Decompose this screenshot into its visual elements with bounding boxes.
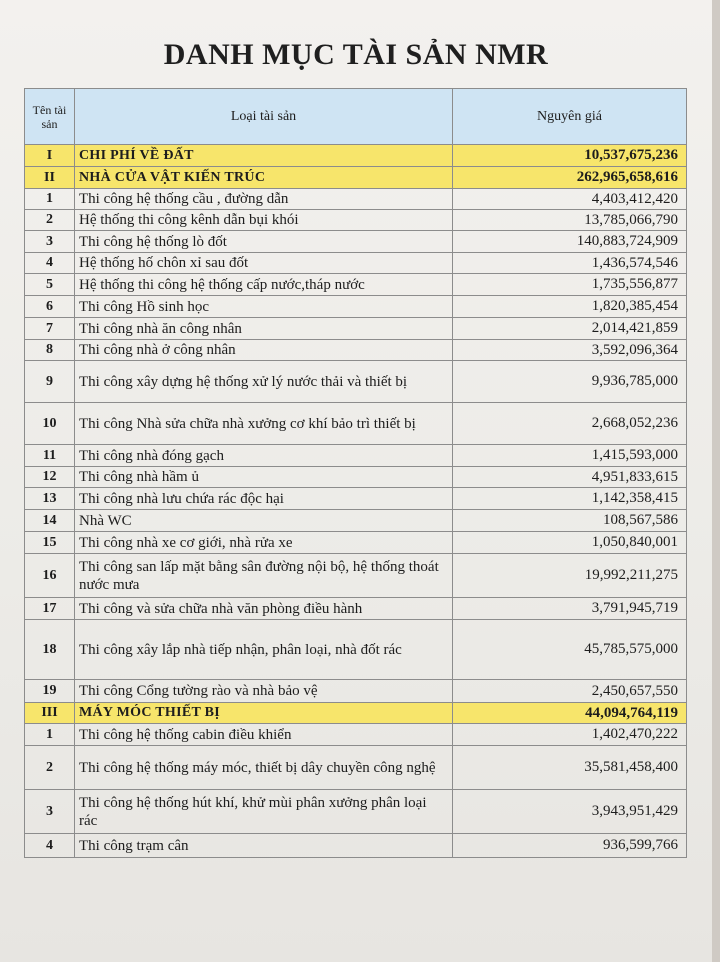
asset-name: Thi công san lấp mặt bằng sân đường nội bộ, hệ thống thoát nước mưa <box>75 554 453 598</box>
asset-value: 2,014,421,859 <box>453 318 687 340</box>
asset-name: Thi công nhà lưu chứa rác độc hại <box>75 488 453 510</box>
asset-value: 4,951,833,615 <box>453 467 687 488</box>
asset-name: MÁY MÓC THIẾT BỊ <box>75 703 453 724</box>
table-row <box>25 296 687 318</box>
asset-value: 19,992,211,275 <box>453 554 687 598</box>
asset-value: 1,415,593,000 <box>453 445 687 467</box>
section-row <box>25 167 687 189</box>
row-number: 15 <box>25 532 75 554</box>
asset-value: 13,785,066,790 <box>453 210 687 231</box>
asset-value: 35,581,458,400 <box>453 746 687 790</box>
section-row <box>25 703 687 724</box>
asset-value: 3,791,945,719 <box>453 598 687 620</box>
row-number: 3 <box>25 231 75 253</box>
row-number: 16 <box>25 554 75 598</box>
row-number: 7 <box>25 318 75 340</box>
row-number: 18 <box>25 620 75 680</box>
header-asset-number: Tên tài sản <box>25 89 75 145</box>
asset-name: Hệ thống hố chôn xỉ sau đốt <box>75 253 453 274</box>
row-number: 4 <box>25 834 75 858</box>
row-number: 4 <box>25 253 75 274</box>
table-row <box>25 724 687 746</box>
asset-name: Thi công hệ thống hút khí, khử mùi phân xưởng phân loại rác <box>75 790 453 834</box>
asset-name: Thi công nhà hầm ủ <box>75 467 453 488</box>
table-row <box>25 274 687 296</box>
asset-value: 262,965,658,616 <box>453 167 687 189</box>
section-row <box>25 145 687 167</box>
row-number: 2 <box>25 210 75 231</box>
row-number: 1 <box>25 724 75 746</box>
table-row <box>25 488 687 510</box>
page-edge <box>712 0 720 962</box>
table-row <box>25 403 687 445</box>
row-number: III <box>25 703 75 724</box>
table-body <box>25 145 687 858</box>
asset-value: 108,567,586 <box>453 510 687 532</box>
row-number: 13 <box>25 488 75 510</box>
asset-value: 44,094,764,119 <box>453 703 687 724</box>
asset-name: Thi công xây dựng hệ thống xử lý nước thải và thiết bị <box>75 361 453 403</box>
asset-name: Thi công nhà ở công nhân <box>75 340 453 361</box>
asset-value: 1,050,840,001 <box>453 532 687 554</box>
header-asset-type: Loại tài sản <box>75 89 453 145</box>
asset-name: Thi công hệ thống cầu , đường dẫn <box>75 189 453 210</box>
table-row <box>25 532 687 554</box>
row-number: 5 <box>25 274 75 296</box>
asset-name: Thi công hệ thống cabin điều khiển <box>75 724 453 746</box>
asset-value: 2,450,657,550 <box>453 680 687 703</box>
row-number: I <box>25 145 75 167</box>
page-title: DANH MỤC TÀI SẢN NMR <box>163 38 549 71</box>
asset-value: 1,436,574,546 <box>453 253 687 274</box>
table-row <box>25 189 687 210</box>
table-row <box>25 834 687 858</box>
asset-name: Thi công hệ thống máy móc, thiết bị dây chuyền công nghệ <box>75 746 453 790</box>
table-row <box>25 340 687 361</box>
asset-name: Thi công Hồ sinh học <box>75 296 453 318</box>
row-number: 14 <box>25 510 75 532</box>
table-row <box>25 253 687 274</box>
asset-name: Thi công nhà xe cơ giới, nhà rửa xe <box>75 532 453 554</box>
asset-name: Hệ thống thi công kênh dẫn bụi khói <box>75 210 453 231</box>
asset-value: 3,943,951,429 <box>453 790 687 834</box>
asset-value: 1,735,556,877 <box>453 274 687 296</box>
table-row <box>25 790 687 834</box>
row-number: 17 <box>25 598 75 620</box>
asset-name: Thi công nhà đóng gạch <box>75 445 453 467</box>
table-header-row <box>25 89 687 145</box>
asset-name: Hệ thống thi công hệ thống cấp nước,tháp nước <box>75 274 453 296</box>
asset-value: 45,785,575,000 <box>453 620 687 680</box>
row-number: 12 <box>25 467 75 488</box>
asset-name: Thi công trạm cân <box>75 834 453 858</box>
table-row <box>25 318 687 340</box>
asset-name: Nhà WC <box>75 510 453 532</box>
row-number: 10 <box>25 403 75 445</box>
table-row <box>25 231 687 253</box>
asset-value: 140,883,724,909 <box>453 231 687 253</box>
row-number: 3 <box>25 790 75 834</box>
asset-value: 936,599,766 <box>453 834 687 858</box>
table-row <box>25 620 687 680</box>
asset-value: 1,820,385,454 <box>453 296 687 318</box>
asset-value: 1,142,358,415 <box>453 488 687 510</box>
table-row <box>25 445 687 467</box>
header-original-cost: Nguyên giá <box>453 89 687 145</box>
asset-value: 9,936,785,000 <box>453 361 687 403</box>
asset-value: 3,592,096,364 <box>453 340 687 361</box>
row-number: 2 <box>25 746 75 790</box>
table-row <box>25 598 687 620</box>
asset-name: Thi công nhà ăn công nhân <box>75 318 453 340</box>
row-number: 8 <box>25 340 75 361</box>
asset-value: 4,403,412,420 <box>453 189 687 210</box>
table-row <box>25 554 687 598</box>
asset-value: 10,537,675,236 <box>453 145 687 167</box>
asset-name: Thi công Cổng tường rào và nhà bảo vệ <box>75 680 453 703</box>
table-row <box>25 510 687 532</box>
asset-name: Thi công xây lắp nhà tiếp nhận, phân loại, nhà đốt rác <box>75 620 453 680</box>
row-number: 19 <box>25 680 75 703</box>
asset-table <box>24 88 687 858</box>
table-row <box>25 680 687 703</box>
asset-name: NHÀ CỬA VẬT KIẾN TRÚC <box>75 167 453 189</box>
asset-value: 1,402,470,222 <box>453 724 687 746</box>
asset-name: CHI PHÍ VỀ ĐẤT <box>75 145 453 167</box>
row-number: II <box>25 167 75 189</box>
table-row <box>25 361 687 403</box>
row-number: 9 <box>25 361 75 403</box>
asset-name: Thi công hệ thống lò đốt <box>75 231 453 253</box>
table-row <box>25 746 687 790</box>
asset-value: 2,668,052,236 <box>453 403 687 445</box>
table-row <box>25 467 687 488</box>
asset-name: Thi công Nhà sửa chữa nhà xưởng cơ khí bảo trì thiết bị <box>75 403 453 445</box>
table-row <box>25 210 687 231</box>
row-number: 11 <box>25 445 75 467</box>
row-number: 1 <box>25 189 75 210</box>
row-number: 6 <box>25 296 75 318</box>
asset-name: Thi công và sửa chữa nhà văn phòng điều hành <box>75 598 453 620</box>
